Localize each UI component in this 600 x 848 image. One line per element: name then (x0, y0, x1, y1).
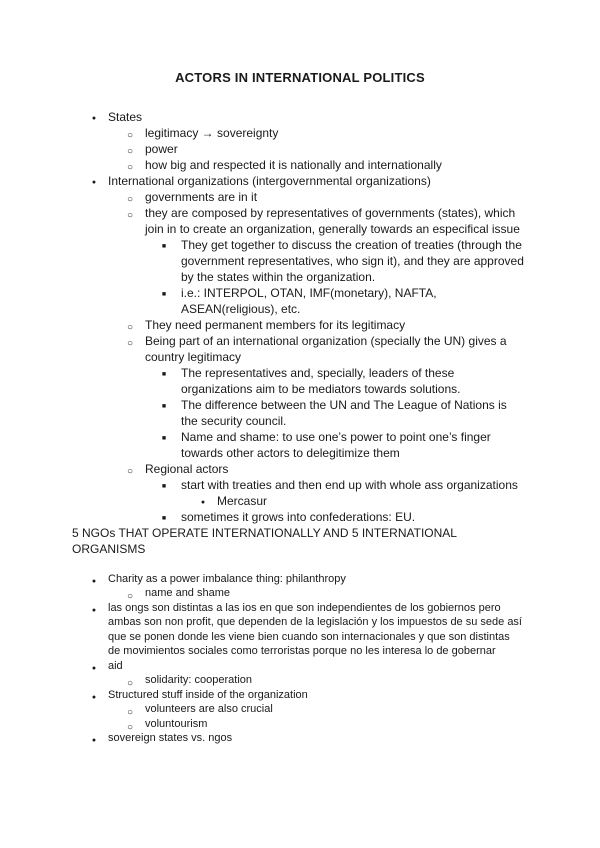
list-item-states: States (108, 110, 143, 124)
list-item-line: las ongs son distintas a las ios en que son independientes de los gobiernos pero (108, 602, 501, 614)
bullet-icon (87, 731, 101, 749)
list-item: how big and respected it is nationally and internationally (145, 158, 442, 172)
list-item-line: country legitimacy (145, 350, 242, 364)
list-item: Structured stuff inside of the organization (108, 689, 308, 701)
list-item: solidarity: cooperation (145, 674, 253, 686)
list-item: legitimacy → sovereignty (145, 126, 279, 140)
list-item-line: Being part of an international organization (specially the UN) gives a (145, 334, 507, 348)
list-item-line: The difference between the UN and The League of Nations is (181, 398, 507, 412)
list-item-line: government representatives, who sign it), and they are approved (181, 254, 524, 268)
square-bullet-icon (157, 477, 171, 495)
section-heading-line: 5 NGOs THAT OPERATE INTERNATIONALLY AND 5 INTERNATIONAL (72, 526, 457, 540)
circle-bullet-icon (123, 461, 137, 479)
list-item-line: que se ponen donde les viene bien cuando son internacionales y que son distintas (108, 631, 510, 643)
list-item: volunteers are also crucial (145, 703, 273, 715)
square-bullet-icon (157, 237, 171, 255)
list-item-line: towards other actors to delegitimize them (181, 446, 400, 460)
list-item-line: They get together to discuss the creation of treaties (through the (181, 238, 522, 252)
page-title: ACTORS IN INTERNATIONAL POLITICS (175, 70, 425, 85)
bullet-icon (87, 688, 101, 706)
list-item: Regional actors (145, 462, 229, 476)
list-item-line: they are composed by representatives of governments (states), which (145, 206, 516, 220)
bullet-icon (87, 659, 101, 677)
bullet-icon (87, 109, 101, 127)
list-item-line: join in to create an organization, generally towards an especifical issue (145, 222, 520, 236)
bullet-icon (87, 173, 101, 191)
list-item-line: de movimientos sociales como terroristas porque no les interesa lo de gobernar (108, 645, 496, 657)
list-item-line: by the states within the organization. (181, 270, 376, 284)
list-item: They need permanent members for its legitimacy (145, 318, 406, 332)
list-item-line: Name and shame: to use one’s power to point one’s finger (181, 430, 491, 444)
square-bullet-icon (157, 285, 171, 303)
list-item-line: i.e.: INTERPOL, OTAN, IMF(monetary), NAFTA, (181, 286, 437, 300)
list-item: Mercasur (217, 494, 268, 508)
list-item: start with treaties and then end up with whole ass organizations (181, 478, 518, 492)
list-item: sovereign states vs. ngos (108, 732, 233, 744)
bullet-icon (87, 572, 101, 590)
list-item: name and shame (145, 587, 230, 599)
list-item-line: The representatives and, specially, leaders of these (181, 366, 455, 380)
list-item: Charity as a power imbalance thing: philanthropy (108, 573, 346, 585)
circle-bullet-icon (123, 205, 137, 223)
list-item-line: the security council. (181, 414, 287, 428)
circle-bullet-icon (123, 333, 137, 351)
list-item: power (145, 142, 178, 156)
list-item: aid (108, 660, 123, 672)
list-item: voluntourism (145, 718, 208, 730)
list-item: governments are in it (145, 190, 258, 204)
list-item: sometimes it grows into confederations: EU. (181, 510, 416, 524)
list-item-international-organizations: International organizations (intergovernmental organizations) (108, 174, 431, 188)
square-bullet-icon (157, 365, 171, 383)
square-bullet-icon (157, 429, 171, 447)
bullet-icon (87, 601, 101, 619)
section-heading-line: ORGANISMS (72, 542, 146, 556)
list-item-line: ASEAN(religious), etc. (181, 302, 301, 316)
list-item-line: ambas son non profit, que dependen de la legislación y los impuestos de su sede así (108, 616, 522, 628)
list-item-line: organizations aim to be mediators towards solutions. (181, 382, 461, 396)
square-bullet-icon (157, 397, 171, 415)
